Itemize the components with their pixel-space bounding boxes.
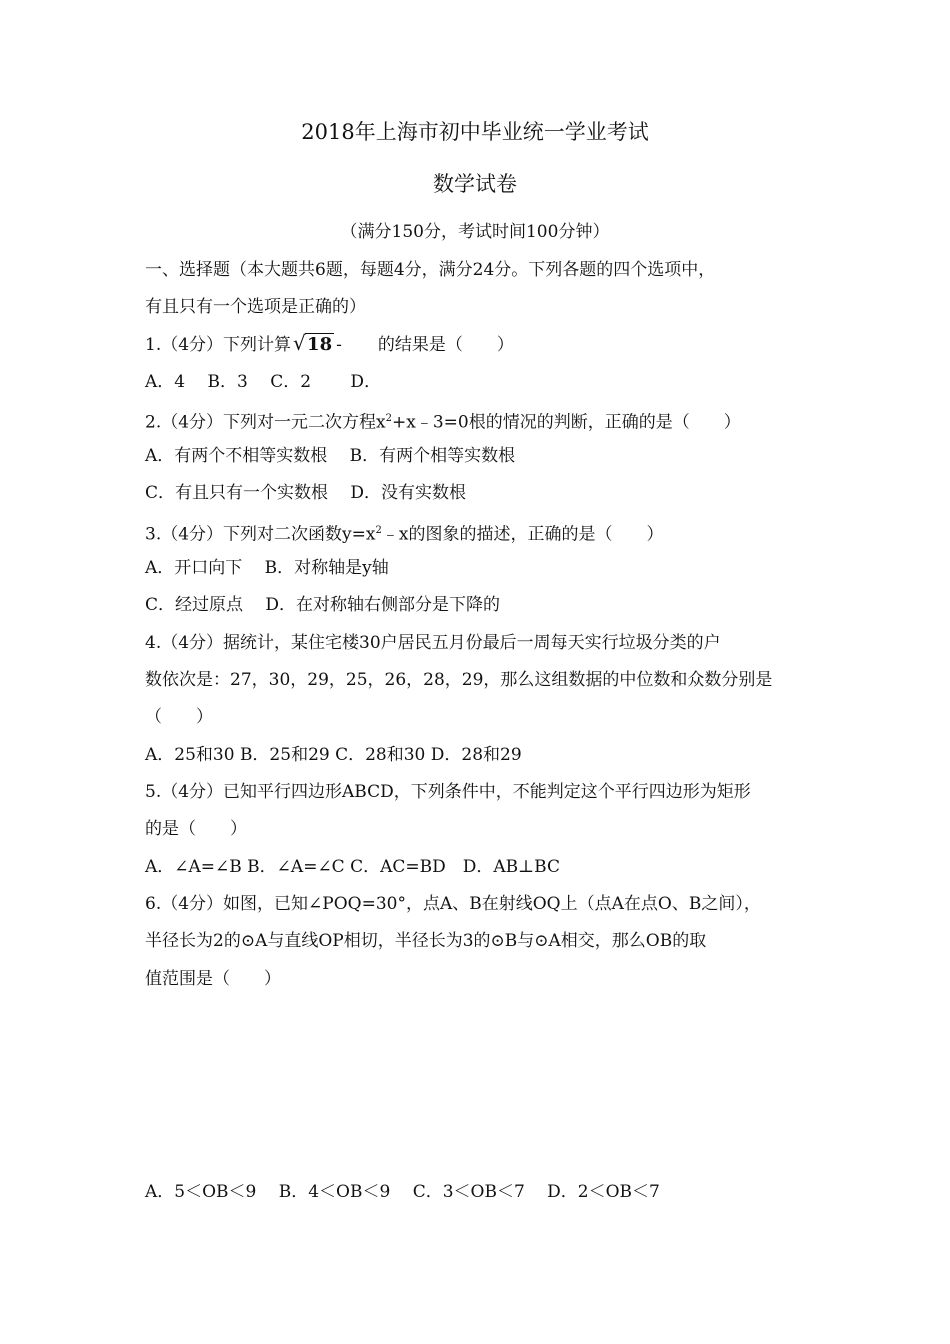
q6-line3: 值范围是（ ）: [145, 969, 281, 989]
q3-stem: [145, 519, 663, 547]
exam-note: （满分150分，考试时间100分钟）: [340, 222, 610, 242]
q4-line1: 4.（4分）据统计，某住宅楼30户居民五月份最后一周每天实行垃圾分类的户: [145, 633, 721, 653]
q6-line2: 半径长为2的⊙A与直线OP相切，半径长为3的⊙B与⊙A相交，那么OB的取: [145, 931, 707, 951]
q1-options: A．4 B．3 C．2 D．: [145, 372, 382, 392]
q4-line2: 数依次是：27，30，29，25，26，28，29，那么这组数据的中位数和众数分别是: [145, 670, 773, 690]
q5-line1: 5.（4分）已知平行四边形ABCD，下列条件中，不能判定这个平行四边形为矩形: [145, 782, 751, 802]
q1-stem-after: 的结果是（ ）: [377, 335, 514, 355]
q3-exponent: 2: [375, 525, 382, 536]
q6-line1: 6.（4分）如图，已知∠POQ=30°，点A、B在射线OQ上（点A在点O、B之间），: [145, 894, 761, 914]
q5-line2: 的是（ ）: [145, 819, 247, 839]
q1-minus: -: [336, 335, 342, 355]
sqrt-icon: √ 18: [293, 331, 333, 355]
q1-stem: [145, 333, 514, 357]
q6-options: A．5＜OB＜9 B．4＜OB＜9 C．3＜OB＜7 D．2＜OB＜7: [145, 1182, 660, 1202]
section-heading-line2: 有且只有一个选项是正确的）: [145, 297, 366, 317]
exam-subtitle: 数学试卷: [433, 172, 517, 196]
q2-exponent: 2: [385, 413, 392, 424]
q5-options: A．∠A=∠B B．∠A=∠C C．AC=BD D．AB⊥BC: [145, 857, 560, 877]
q4-options: A．25和30 B．25和29 C．28和30 D．28和29: [145, 745, 522, 765]
q2-options-line2: C．有且只有一个实数根 D．没有实数根: [145, 483, 467, 503]
section-heading-line1: 一、选择题（本大题共6题，每题4分，满分24分。下列各题的四个选项中，: [145, 260, 716, 280]
q1-radicand: 18: [307, 334, 333, 355]
q2-stem: [145, 407, 741, 435]
q3-stem-after: ﹣x的图象的描述，正确的是（ ）: [381, 524, 664, 545]
exam-title: 2018年上海市初中毕业统一学业考试: [301, 120, 649, 144]
q3-stem-before: 3.（4分）下列对二次函数y=x: [145, 524, 376, 545]
q4-line3: （ ）: [145, 707, 213, 727]
q3-options-line1: A．开口向下 B．对称轴是y轴: [145, 558, 389, 578]
q3-options-line2: C．经过原点 D．在对称轴右侧部分是下降的: [145, 595, 501, 615]
q2-stem-after: +x﹣3=0根的情况的判断，正确的是（ ）: [392, 412, 741, 433]
q1-stem-before: 1.（4分）下列计算: [145, 335, 292, 355]
q2-stem-before: 2.（4分）下列对一元二次方程x: [145, 412, 386, 433]
q2-options-line1: A．有两个不相等实数根 B．有两个相等实数根: [145, 446, 516, 466]
